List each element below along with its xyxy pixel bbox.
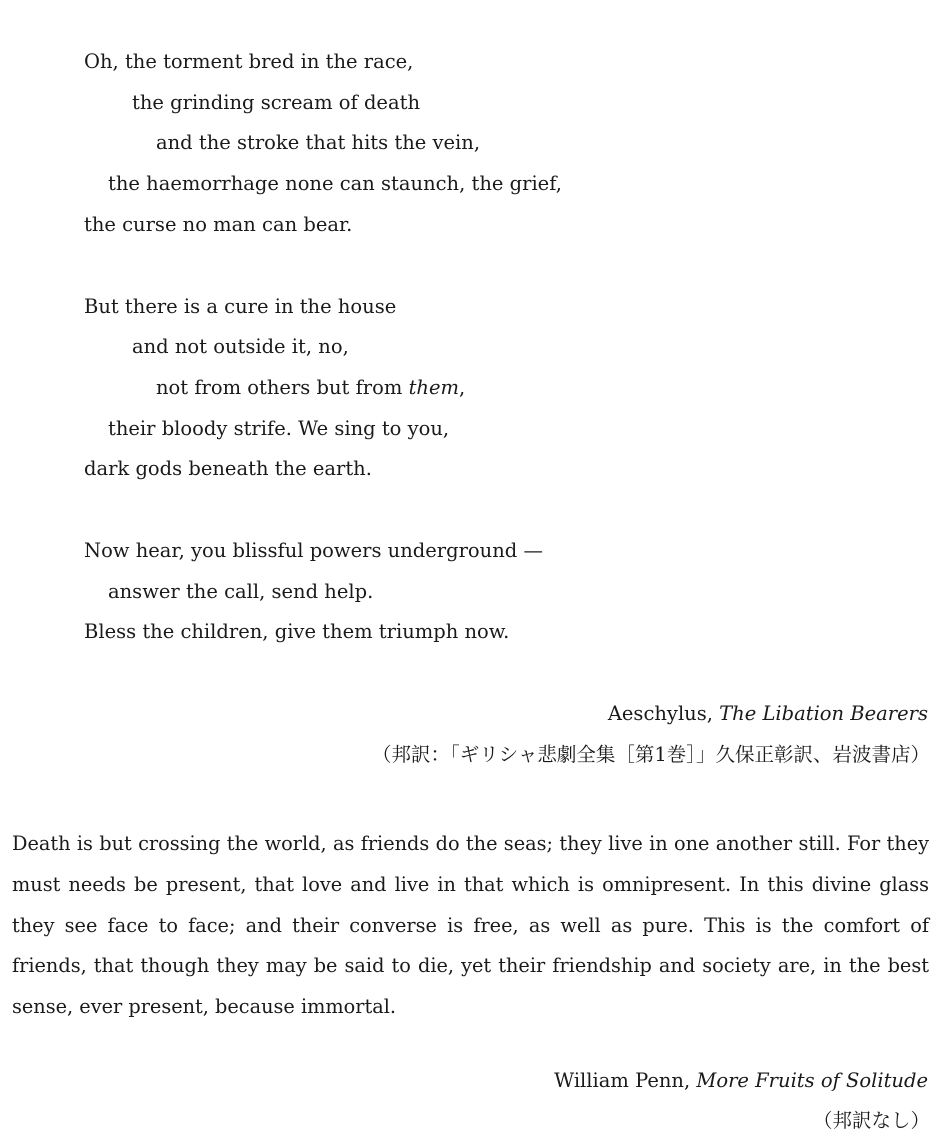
poem-line: the grinding scream of death <box>132 91 420 114</box>
poem-line: But there is a cure in the house <box>84 295 397 318</box>
attribution-author: Aeschylus, <box>607 702 720 725</box>
poem-line-text: not from others but from <box>156 376 409 399</box>
poem-line-punct: , <box>459 376 466 399</box>
poem-line: Bless the children, give them triumph now. <box>84 620 510 643</box>
translation-note: （邦訳：「ギリシャ悲劇全集［第1巻］」久保正彰訳、岩波書店） <box>371 743 930 766</box>
poem-line: and the stroke that hits the vein, <box>156 131 481 154</box>
translation-note: （邦訳なし） <box>812 1109 930 1132</box>
prose-paragraph: Death is but crossing the world, as friends do the seas; they live in one another still. For they must needs be present, that love and live in that which is omnipresent. In this divine glass they see face to face; and their converse is free, as well as pure. This is the comfort of friends, that though they may be said to die, yet their friendship and society are, in the best sense, ever present, because immortal. <box>12 832 929 1019</box>
attribution-penn <box>554 1069 928 1093</box>
emphasis-them: them <box>408 376 459 399</box>
poem-line: the haemorrhage none can staunch, the grief, <box>108 172 562 195</box>
poem-line: Now hear, you blissful powers underground — <box>84 539 543 562</box>
attribution-aeschylus <box>608 702 928 726</box>
poem-line <box>156 376 465 400</box>
attribution-work-title: The Libation Bearers <box>719 702 928 725</box>
poem-line: their bloody strife. We sing to you, <box>108 417 450 440</box>
poem-line: and not outside it, no, <box>132 335 349 358</box>
poem-line: dark gods beneath the earth. <box>84 457 372 480</box>
poem-line: answer the call, send help. <box>108 580 374 603</box>
attribution-work-title: More Fruits of Solitude <box>696 1069 928 1092</box>
poem-line: Oh, the torment bred in the race, <box>84 50 414 73</box>
attribution-author: William Penn, <box>554 1069 697 1092</box>
poem-line: the curse no man can bear. <box>84 213 353 236</box>
